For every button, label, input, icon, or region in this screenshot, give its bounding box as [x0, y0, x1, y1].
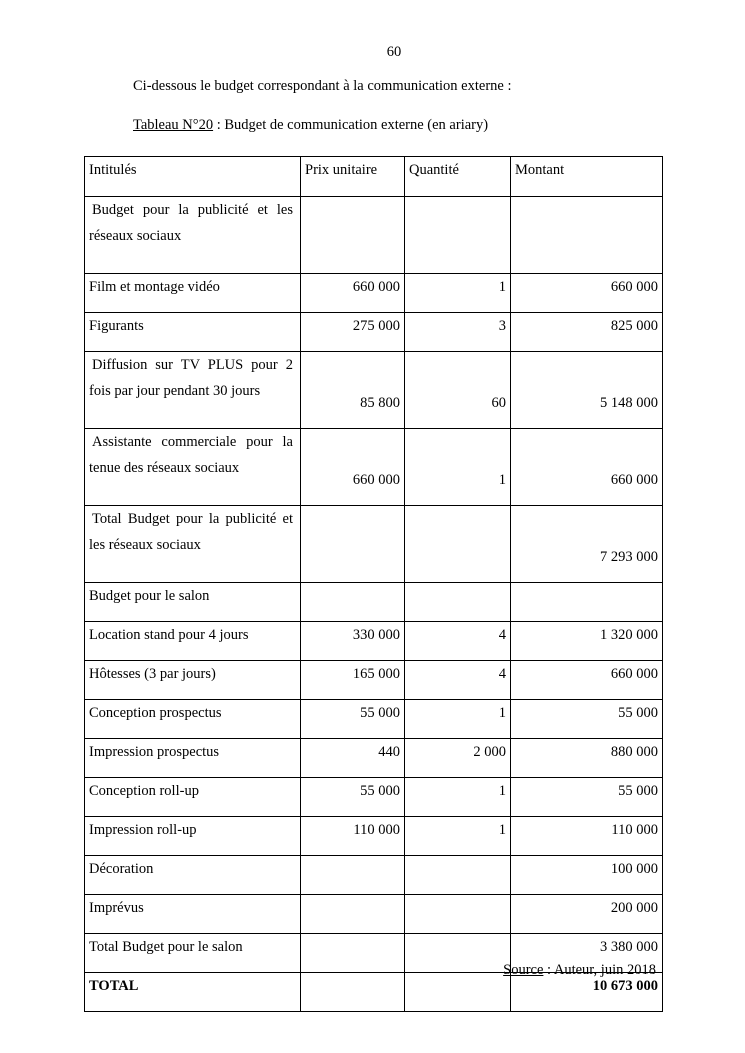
table-row: [85, 197, 663, 274]
table-caption: [133, 117, 488, 134]
row-amount: 1 320 000: [511, 622, 663, 661]
row-amount: [511, 583, 663, 622]
source-text: : Auteur, juin 2018: [543, 962, 656, 978]
row-amount: 10 673 000: [511, 973, 663, 1012]
caption-label: Tableau N°20: [133, 117, 214, 133]
row-price: [301, 583, 405, 622]
row-qty: [405, 856, 511, 895]
table-row: [85, 583, 663, 622]
row-label: Total Budget pour la publicité etles réseaux sociaux: [85, 506, 301, 583]
table-row: [85, 895, 663, 934]
row-price: 55 000: [301, 700, 405, 739]
row-price: 110 000: [301, 817, 405, 856]
source-label: Source: [503, 962, 544, 978]
table-row: [85, 352, 663, 429]
table-row: [85, 274, 663, 313]
table-row: [85, 739, 663, 778]
table-row: [85, 661, 663, 700]
row-price: 440: [301, 739, 405, 778]
row-price: [301, 506, 405, 583]
row-price: 660 000: [301, 274, 405, 313]
row-label: Imprévus: [85, 895, 301, 934]
row-label: Impression roll-up: [85, 817, 301, 856]
row-label: Budget pour le salon: [85, 583, 301, 622]
row-price: 330 000: [301, 622, 405, 661]
row-label: Conception prospectus: [85, 700, 301, 739]
row-amount: 55 000: [511, 700, 663, 739]
row-price: [301, 856, 405, 895]
row-qty: 1: [405, 700, 511, 739]
table-row: [85, 313, 663, 352]
row-qty: 4: [405, 661, 511, 700]
row-amount: 3 380 000: [511, 934, 663, 973]
row-label: Impression prospectus: [85, 739, 301, 778]
row-qty: [405, 973, 511, 1012]
caption-text: : Budget de communication externe (en ariary): [213, 117, 489, 133]
row-label: Conception roll-up: [85, 778, 301, 817]
table-row: [85, 700, 663, 739]
row-amount: 7 293 000: [511, 506, 663, 583]
row-qty: [405, 506, 511, 583]
row-price: 275 000: [301, 313, 405, 352]
header-quantite: Quantité: [405, 157, 511, 197]
row-amount: 660 000: [511, 274, 663, 313]
row-qty: 3: [405, 313, 511, 352]
row-qty: 1: [405, 274, 511, 313]
intro-text: Ci-dessous le budget correspondant à la communication externe :: [133, 78, 512, 94]
row-qty: 4: [405, 622, 511, 661]
row-label: Assistante commerciale pour latenue des réseaux sociaux: [85, 429, 301, 506]
table-header-row: [85, 157, 663, 197]
header-prix-unitaire: Prix unitaire: [301, 157, 405, 197]
table-row: [85, 506, 663, 583]
table-row: [85, 817, 663, 856]
row-amount: 5 148 000: [511, 352, 663, 429]
row-label: Budget pour la publicité et lesréseaux sociaux: [85, 197, 301, 274]
header-montant: Montant: [511, 157, 663, 197]
row-price: 165 000: [301, 661, 405, 700]
header-intitules: Intitulés: [85, 157, 301, 197]
row-amount: [511, 197, 663, 274]
table-row: [85, 778, 663, 817]
row-qty: 1: [405, 817, 511, 856]
row-qty: 1: [405, 429, 511, 506]
row-price: [301, 934, 405, 973]
row-qty: 60: [405, 352, 511, 429]
row-amount: 880 000: [511, 739, 663, 778]
row-price: [301, 197, 405, 274]
row-price: 85 800: [301, 352, 405, 429]
row-label: Figurants: [85, 313, 301, 352]
row-label: Total Budget pour le salon: [85, 934, 301, 973]
table-row: [85, 429, 663, 506]
row-label: Location stand pour 4 jours: [85, 622, 301, 661]
table-row: [85, 622, 663, 661]
row-qty: [405, 583, 511, 622]
row-amount: 110 000: [511, 817, 663, 856]
page-number: 60: [386, 44, 402, 60]
budget-table: [84, 156, 663, 1012]
row-qty: [405, 934, 511, 973]
row-qty: [405, 895, 511, 934]
row-amount: 825 000: [511, 313, 663, 352]
row-amount: 55 000: [511, 778, 663, 817]
row-price: 660 000: [301, 429, 405, 506]
row-amount: 200 000: [511, 895, 663, 934]
row-label: Hôtesses (3 par jours): [85, 661, 301, 700]
row-price: [301, 973, 405, 1012]
row-amount: 100 000: [511, 856, 663, 895]
row-label: Diffusion sur TV PLUS pour 2fois par jour pendant 30 jours: [85, 352, 301, 429]
row-qty: [405, 197, 511, 274]
table-row: [85, 856, 663, 895]
row-price: 55 000: [301, 778, 405, 817]
source-note: [503, 962, 656, 979]
row-amount: 660 000: [511, 429, 663, 506]
row-qty: 2 000: [405, 739, 511, 778]
row-amount: 660 000: [511, 661, 663, 700]
row-price: [301, 895, 405, 934]
row-label: Décoration: [85, 856, 301, 895]
row-label: TOTAL: [85, 973, 301, 1012]
row-qty: 1: [405, 778, 511, 817]
row-label: Film et montage vidéo: [85, 274, 301, 313]
